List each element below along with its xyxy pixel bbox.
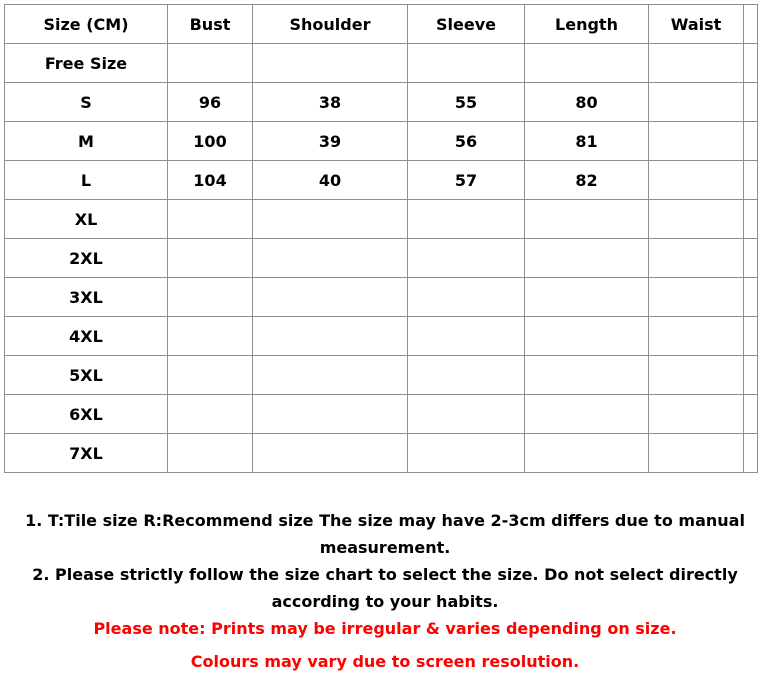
cell-sleeve xyxy=(408,434,525,473)
table-row xyxy=(5,395,758,434)
cell-sleeve: 55 xyxy=(408,83,525,122)
cell-waist xyxy=(649,356,744,395)
cell-size: 4XL xyxy=(5,317,168,356)
warning-colours: Colours may vary due to screen resolution. xyxy=(190,652,580,671)
table-body xyxy=(5,44,758,473)
cell-extra xyxy=(744,317,758,356)
cell-length xyxy=(525,239,649,278)
cell-waist xyxy=(649,239,744,278)
cell-extra xyxy=(744,122,758,161)
cell-sleeve xyxy=(408,317,525,356)
header-length: Length xyxy=(525,5,649,44)
cell-extra xyxy=(744,239,758,278)
cell-length xyxy=(525,356,649,395)
header-shoulder: Shoulder xyxy=(253,5,408,44)
size-chart-table xyxy=(4,4,758,473)
note-line-1: 1. T:Tile size R:Recommend size The size may have 2-3cm differs due to manual measurement. xyxy=(25,511,745,557)
cell-sleeve: 57 xyxy=(408,161,525,200)
cell-extra xyxy=(744,278,758,317)
cell-length xyxy=(525,278,649,317)
cell-length: 82 xyxy=(525,161,649,200)
table-row xyxy=(5,317,758,356)
cell-extra xyxy=(744,161,758,200)
table-row xyxy=(5,122,758,161)
cell-length xyxy=(525,200,649,239)
table-row xyxy=(5,161,758,200)
table-row xyxy=(5,239,758,278)
cell-size: XL xyxy=(5,200,168,239)
cell-waist xyxy=(649,434,744,473)
cell-bust: 100 xyxy=(168,122,253,161)
cell-waist xyxy=(649,122,744,161)
cell-bust xyxy=(168,44,253,83)
cell-sleeve xyxy=(408,200,525,239)
cell-waist xyxy=(649,395,744,434)
header-waist: Waist xyxy=(649,5,744,44)
table-row xyxy=(5,44,758,83)
header-sleeve: Sleeve xyxy=(408,5,525,44)
cell-extra xyxy=(744,200,758,239)
cell-shoulder xyxy=(253,278,408,317)
cell-bust xyxy=(168,434,253,473)
cell-size: Free Size xyxy=(5,44,168,83)
cell-size: S xyxy=(5,83,168,122)
notes-section xyxy=(10,507,760,675)
cell-bust: 104 xyxy=(168,161,253,200)
cell-size: 5XL xyxy=(5,356,168,395)
table-row xyxy=(5,200,758,239)
table-row xyxy=(5,278,758,317)
cell-size: L xyxy=(5,161,168,200)
cell-length xyxy=(525,434,649,473)
cell-shoulder xyxy=(253,356,408,395)
cell-sleeve: 56 xyxy=(408,122,525,161)
cell-bust xyxy=(168,395,253,434)
cell-bust: 96 xyxy=(168,83,253,122)
cell-sleeve xyxy=(408,44,525,83)
cell-waist xyxy=(649,278,744,317)
cell-waist xyxy=(649,200,744,239)
cell-size: 7XL xyxy=(5,434,168,473)
cell-size: 3XL xyxy=(5,278,168,317)
cell-size: 6XL xyxy=(5,395,168,434)
cell-waist xyxy=(649,83,744,122)
cell-bust xyxy=(168,200,253,239)
cell-shoulder: 38 xyxy=(253,83,408,122)
cell-shoulder xyxy=(253,317,408,356)
cell-sleeve xyxy=(408,395,525,434)
cell-extra xyxy=(744,395,758,434)
cell-extra xyxy=(744,434,758,473)
table-row xyxy=(5,356,758,395)
table-header-row xyxy=(5,5,758,44)
cell-extra xyxy=(744,356,758,395)
cell-length: 80 xyxy=(525,83,649,122)
cell-length xyxy=(525,44,649,83)
cell-shoulder xyxy=(253,434,408,473)
cell-sleeve xyxy=(408,356,525,395)
cell-extra xyxy=(744,44,758,83)
cell-shoulder: 39 xyxy=(253,122,408,161)
warning-prints: Please note: Prints may be irregular & varies depending on size. xyxy=(93,619,677,638)
cell-waist xyxy=(649,317,744,356)
cell-waist xyxy=(649,161,744,200)
cell-size: 2XL xyxy=(5,239,168,278)
cell-sleeve xyxy=(408,239,525,278)
cell-extra xyxy=(744,83,758,122)
cell-shoulder xyxy=(253,200,408,239)
cell-sleeve xyxy=(408,278,525,317)
cell-bust xyxy=(168,278,253,317)
cell-bust xyxy=(168,356,253,395)
cell-shoulder xyxy=(253,395,408,434)
header-extra xyxy=(744,5,758,44)
cell-waist xyxy=(649,44,744,83)
cell-shoulder: 40 xyxy=(253,161,408,200)
cell-length: 81 xyxy=(525,122,649,161)
table-row xyxy=(5,83,758,122)
note-line-2: 2. Please strictly follow the size chart to select the size. Do not select directly according to your habits. xyxy=(32,565,738,611)
cell-length xyxy=(525,317,649,356)
table-row xyxy=(5,434,758,473)
cell-shoulder xyxy=(253,44,408,83)
cell-shoulder xyxy=(253,239,408,278)
header-bust: Bust xyxy=(168,5,253,44)
cell-length xyxy=(525,395,649,434)
header-size: Size (CM) xyxy=(5,5,168,44)
cell-size: M xyxy=(5,122,168,161)
cell-bust xyxy=(168,317,253,356)
cell-bust xyxy=(168,239,253,278)
